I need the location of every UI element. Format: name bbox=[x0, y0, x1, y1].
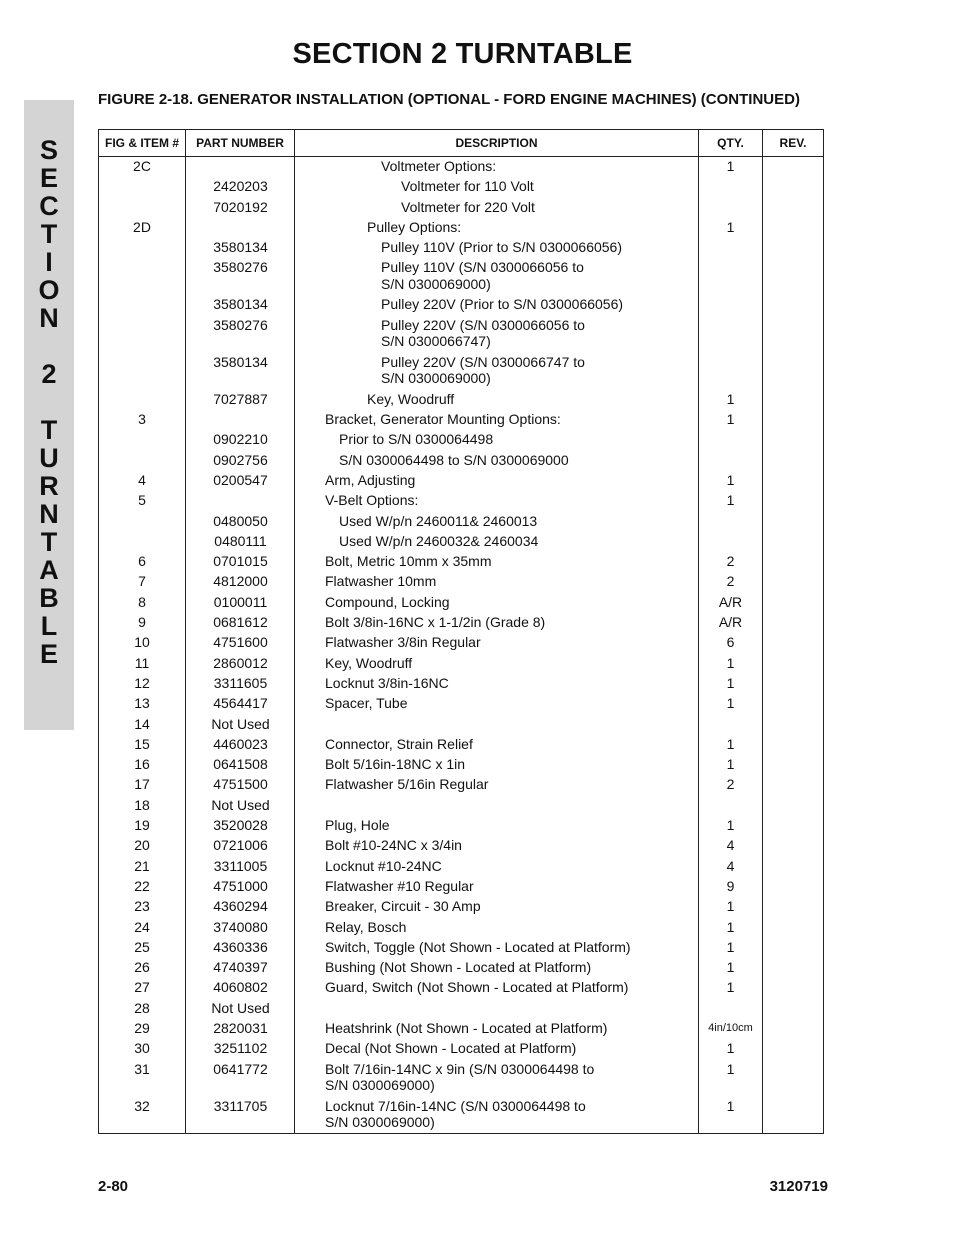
part-number: Not Used bbox=[211, 796, 270, 813]
quantity: 2 bbox=[726, 573, 735, 590]
description bbox=[295, 878, 729, 895]
description-line: Prior to S/N 0300064498 bbox=[339, 431, 494, 448]
description-line: S/N 0300069000) bbox=[381, 275, 491, 292]
description-line: S/N 0300066747) bbox=[381, 333, 491, 350]
part-number: 0641772 bbox=[213, 1060, 268, 1077]
part-number: 2860012 bbox=[213, 654, 268, 671]
header-qty: QTY. bbox=[717, 136, 744, 150]
table-row bbox=[99, 634, 823, 654]
quantity: 1 bbox=[726, 918, 735, 935]
item-number: 22 bbox=[134, 877, 150, 894]
item-number: 2D bbox=[133, 218, 151, 235]
table-row bbox=[99, 391, 823, 411]
table-row bbox=[99, 959, 823, 979]
description bbox=[295, 837, 729, 854]
part-number: 3251102 bbox=[213, 1040, 268, 1057]
table-row bbox=[99, 317, 823, 354]
quantity: 6 bbox=[726, 634, 735, 651]
quantity: 1 bbox=[726, 492, 735, 509]
table-row bbox=[99, 919, 823, 939]
part-number: 2420203 bbox=[213, 178, 268, 195]
quantity: 1 bbox=[726, 218, 735, 235]
part-number: 3740080 bbox=[213, 918, 268, 935]
description-line: Bolt 7/16in-14NC x 9in (S/N 0300064498 to bbox=[325, 1060, 595, 1077]
description bbox=[295, 858, 729, 875]
description-line: S/N 0300069000) bbox=[325, 1077, 435, 1094]
part-number: 0701015 bbox=[213, 553, 268, 570]
description bbox=[295, 1020, 729, 1037]
table-row bbox=[99, 178, 823, 198]
side-tab-letters bbox=[24, 136, 74, 668]
description-line: Pulley 110V (S/N 0300066056 to bbox=[381, 259, 584, 276]
description bbox=[295, 898, 729, 915]
side-tab-letter: I bbox=[45, 247, 53, 277]
description-line: Used W/p/n 2460032& 2460034 bbox=[339, 532, 539, 549]
table-row bbox=[99, 1000, 823, 1020]
description bbox=[295, 817, 729, 834]
table-row bbox=[99, 573, 823, 593]
table-row bbox=[99, 1020, 823, 1040]
description bbox=[295, 1061, 729, 1094]
description-line: Key, Woodruff bbox=[367, 390, 455, 407]
description-line: Flatwasher 10mm bbox=[325, 573, 437, 590]
description bbox=[295, 979, 729, 996]
quantity: 1 bbox=[726, 471, 735, 488]
description-line: Pulley 220V (Prior to S/N 0300066056) bbox=[381, 296, 624, 313]
description bbox=[295, 239, 785, 256]
part-number: 3580134 bbox=[213, 296, 268, 313]
description-line: Plug, Hole bbox=[325, 817, 390, 834]
part-number: 0902756 bbox=[213, 451, 268, 468]
quantity: 1 bbox=[726, 1060, 735, 1077]
item-number: 18 bbox=[134, 796, 150, 813]
part-number: 4740397 bbox=[213, 959, 268, 976]
side-tab-letter: U bbox=[39, 443, 59, 473]
table-row bbox=[99, 695, 823, 715]
table-row bbox=[99, 776, 823, 796]
item-number: 5 bbox=[138, 492, 146, 509]
table-row bbox=[99, 1098, 823, 1135]
description-line: Bolt 3/8in-16NC x 1-1/2in (Grade 8) bbox=[325, 614, 546, 631]
description-line: Connector, Strain Relief bbox=[325, 735, 473, 752]
description-line: Bolt 5/16in-18NC x 1in bbox=[325, 756, 466, 773]
table-row bbox=[99, 411, 823, 431]
description-line: Spacer, Tube bbox=[325, 695, 408, 712]
item-number: 26 bbox=[134, 959, 150, 976]
table-row bbox=[99, 797, 823, 817]
item-number: 15 bbox=[134, 735, 150, 752]
table-row bbox=[99, 452, 823, 472]
table-row bbox=[99, 817, 823, 837]
table-body bbox=[99, 157, 823, 1135]
item-number: 12 bbox=[134, 674, 150, 691]
part-number: 4060802 bbox=[213, 979, 268, 996]
description bbox=[295, 533, 743, 550]
side-tab-letter: O bbox=[38, 275, 60, 305]
quantity: 9 bbox=[726, 877, 735, 894]
quantity: 1 bbox=[726, 979, 735, 996]
part-number: 0681612 bbox=[213, 614, 268, 631]
description bbox=[295, 634, 729, 651]
part-number: 3580276 bbox=[213, 316, 268, 333]
side-tab-letter: L bbox=[40, 611, 58, 641]
description bbox=[295, 354, 785, 387]
table-row bbox=[99, 158, 823, 178]
table-row bbox=[99, 594, 823, 614]
table-row bbox=[99, 553, 823, 573]
item-number: 29 bbox=[134, 1019, 150, 1036]
description bbox=[295, 756, 729, 773]
part-number: 4812000 bbox=[213, 573, 268, 590]
side-tab-letter: E bbox=[39, 163, 58, 193]
part-number: 3311005 bbox=[213, 857, 268, 874]
description-line: V-Belt Options: bbox=[325, 492, 419, 509]
side-tab-letter: B bbox=[39, 583, 59, 613]
part-number: 7027887 bbox=[213, 390, 268, 407]
part-number: 4564417 bbox=[213, 695, 268, 712]
page-number: 2-80 bbox=[98, 1178, 129, 1195]
quantity: 1 bbox=[726, 695, 735, 712]
part-number: 0721006 bbox=[213, 837, 268, 854]
quantity: 1 bbox=[726, 158, 735, 174]
table-row bbox=[99, 939, 823, 959]
figure-title: FIGURE 2-18. GENERATOR INSTALLATION (OPTIONAL - FORD ENGINE MACHINES) (CONTINUED) bbox=[98, 91, 800, 108]
item-number: 14 bbox=[134, 715, 150, 732]
description bbox=[295, 959, 729, 976]
side-tab-letter: T bbox=[40, 415, 58, 445]
description-line: S/N 0300069000) bbox=[325, 1114, 435, 1131]
item-number: 6 bbox=[138, 553, 146, 570]
description-line: S/N 0300069000) bbox=[381, 370, 491, 387]
description-line: Locknut 7/16in-14NC (S/N 0300064498 to bbox=[325, 1097, 586, 1114]
description bbox=[295, 411, 729, 428]
side-tab-letter: R bbox=[39, 471, 59, 501]
description bbox=[295, 736, 729, 753]
quantity: 1 bbox=[726, 674, 735, 691]
description bbox=[295, 431, 743, 448]
description bbox=[295, 452, 743, 469]
description-line: Relay, Bosch bbox=[325, 918, 407, 935]
description bbox=[295, 317, 785, 350]
description-line: Bushing (Not Shown - Located at Platform) bbox=[325, 959, 592, 976]
section-title: SECTION 2 TURNTABLE bbox=[292, 38, 633, 70]
part-number: 0100011 bbox=[213, 593, 268, 610]
quantity: 1 bbox=[726, 756, 735, 773]
description bbox=[295, 655, 729, 672]
item-number: 17 bbox=[134, 776, 150, 793]
description-line: Voltmeter for 110 Volt bbox=[401, 178, 534, 195]
table-row bbox=[99, 675, 823, 695]
part-number: 4360294 bbox=[213, 898, 268, 915]
item-number: 9 bbox=[138, 614, 146, 631]
table-row bbox=[99, 898, 823, 918]
quantity: 1 bbox=[726, 411, 735, 428]
quantity: 4 bbox=[726, 857, 735, 874]
description-line: Pulley Options: bbox=[367, 218, 462, 235]
description bbox=[295, 1098, 729, 1131]
document-number: 3120719 bbox=[769, 1178, 828, 1195]
quantity: 1 bbox=[726, 817, 735, 834]
table-row bbox=[99, 431, 823, 451]
part-number: 0200547 bbox=[213, 471, 268, 488]
table-row bbox=[99, 614, 823, 634]
parts-table bbox=[98, 129, 824, 1134]
table-row bbox=[99, 354, 823, 391]
description-line: Flatwasher #10 Regular bbox=[325, 877, 474, 894]
description-line: Decal (Not Shown - Located at Platform) bbox=[325, 1040, 577, 1057]
description bbox=[295, 1040, 729, 1057]
part-number: 7020192 bbox=[213, 198, 268, 215]
description bbox=[295, 573, 729, 590]
description-line: Bracket, Generator Mounting Options: bbox=[325, 411, 561, 428]
description-line: Bolt #10-24NC x 3/4in bbox=[325, 837, 462, 854]
description-line: Key, Woodruff bbox=[325, 654, 413, 671]
table-row bbox=[99, 858, 823, 878]
quantity: 1 bbox=[726, 1040, 735, 1057]
table-row bbox=[99, 296, 823, 316]
part-number: 4360336 bbox=[213, 938, 268, 955]
table-row bbox=[99, 1061, 823, 1098]
part-number: Not Used bbox=[211, 999, 270, 1016]
part-number: 0480050 bbox=[213, 512, 268, 529]
description bbox=[295, 776, 729, 793]
part-number: 3311605 bbox=[213, 674, 268, 691]
part-number: 0902210 bbox=[213, 431, 268, 448]
item-number: 7 bbox=[138, 573, 146, 590]
part-number: 4751500 bbox=[213, 776, 268, 793]
item-number: 20 bbox=[134, 837, 150, 854]
table-row bbox=[99, 533, 823, 553]
item-number: 2C bbox=[133, 158, 151, 174]
description-line: Flatwasher 3/8in Regular bbox=[325, 634, 481, 651]
description-line: Voltmeter Options: bbox=[381, 158, 497, 174]
item-number: 24 bbox=[134, 918, 150, 935]
item-number: 13 bbox=[134, 695, 150, 712]
side-tab-letter: A bbox=[39, 555, 59, 585]
description-line: Compound, Locking bbox=[325, 593, 450, 610]
quantity: 1 bbox=[726, 959, 735, 976]
side-tab-letter: E bbox=[39, 639, 58, 669]
quantity: A/R bbox=[718, 593, 743, 610]
description bbox=[295, 919, 729, 936]
table-row bbox=[99, 492, 823, 512]
description-line: Breaker, Circuit - 30 Amp bbox=[325, 898, 481, 915]
item-number: 27 bbox=[134, 979, 150, 996]
description bbox=[295, 614, 729, 631]
item-number: 28 bbox=[134, 999, 150, 1016]
quantity: A/R bbox=[718, 614, 743, 631]
description-line: Pulley 110V (Prior to S/N 0300066056) bbox=[381, 239, 622, 256]
part-number: 0641508 bbox=[213, 756, 268, 773]
description bbox=[295, 594, 729, 611]
part-number: 2820031 bbox=[213, 1019, 268, 1036]
description bbox=[295, 553, 729, 570]
description-line: Heatshrink (Not Shown - Located at Platform) bbox=[325, 1019, 608, 1036]
table-row bbox=[99, 878, 823, 898]
part-number: 3580134 bbox=[213, 353, 268, 370]
part-number: 3580134 bbox=[213, 239, 268, 256]
item-number: 31 bbox=[134, 1060, 150, 1077]
quantity: 1 bbox=[726, 735, 735, 752]
item-number: 11 bbox=[134, 654, 150, 671]
description bbox=[295, 259, 785, 292]
header-item: FIG & ITEM # bbox=[104, 136, 179, 150]
table-row bbox=[99, 716, 823, 736]
description-line: Locknut #10-24NC bbox=[325, 857, 442, 874]
table-row bbox=[99, 513, 823, 533]
description bbox=[295, 296, 785, 313]
header-description: DESCRIPTION bbox=[455, 136, 538, 150]
table-row bbox=[99, 979, 823, 999]
part-number: 0480111 bbox=[214, 532, 267, 549]
table-row bbox=[99, 756, 823, 776]
description bbox=[295, 199, 805, 216]
description bbox=[295, 492, 729, 509]
table-row bbox=[99, 259, 823, 296]
side-tab-letter: C bbox=[39, 191, 59, 221]
table-row bbox=[99, 239, 823, 259]
side-tab-letter: N bbox=[39, 303, 59, 333]
part-number: 4751000 bbox=[213, 877, 268, 894]
item-number: 19 bbox=[134, 817, 150, 834]
description-line: Used W/p/n 2460011& 2460013 bbox=[339, 512, 538, 529]
item-number: 4 bbox=[138, 471, 146, 488]
description bbox=[295, 939, 729, 956]
item-number: 23 bbox=[134, 898, 150, 915]
part-number: 4460023 bbox=[213, 735, 268, 752]
table-row bbox=[99, 199, 823, 219]
item-number: 25 bbox=[134, 938, 150, 955]
description-line: S/N 0300064498 to S/N 0300069000 bbox=[339, 451, 569, 468]
quantity: 1 bbox=[726, 654, 735, 671]
part-number: 4751600 bbox=[213, 634, 268, 651]
description-line: Flatwasher 5/16in Regular bbox=[325, 776, 489, 793]
description-line: Locknut 3/8in-16NC bbox=[325, 674, 449, 691]
description bbox=[295, 695, 729, 712]
quantity: 4 bbox=[726, 837, 735, 854]
side-tab-letter: 2 bbox=[41, 359, 57, 389]
quantity: 1 bbox=[726, 390, 735, 407]
item-number: 10 bbox=[134, 634, 150, 651]
side-tab-letter: T bbox=[40, 219, 58, 249]
description-line: Switch, Toggle (Not Shown - Located at Platform) bbox=[325, 938, 631, 955]
description bbox=[295, 675, 729, 692]
side-tab bbox=[24, 100, 74, 730]
quantity: 1 bbox=[726, 1097, 735, 1114]
item-number: 30 bbox=[134, 1040, 150, 1057]
table-row bbox=[99, 837, 823, 857]
item-number: 21 bbox=[134, 857, 150, 874]
description bbox=[295, 472, 729, 489]
item-number: 32 bbox=[134, 1097, 150, 1114]
table-row bbox=[99, 1040, 823, 1060]
quantity: 2 bbox=[726, 553, 735, 570]
header-rev: REV. bbox=[779, 136, 807, 150]
description-line: Voltmeter for 220 Volt bbox=[401, 198, 535, 215]
part-number: 3520028 bbox=[213, 817, 268, 834]
description-line: Pulley 220V (S/N 0300066056 to bbox=[381, 316, 585, 333]
header-part-number: PART NUMBER bbox=[196, 136, 284, 150]
part-number: 3311705 bbox=[213, 1097, 268, 1114]
table-row bbox=[99, 655, 823, 675]
side-tab-letter: T bbox=[40, 527, 58, 557]
side-tab-letter: S bbox=[39, 135, 58, 165]
description-line: Bolt, Metric 10mm x 35mm bbox=[325, 553, 492, 570]
description-line: Pulley 220V (S/N 0300066747 to bbox=[381, 353, 585, 370]
quantity: 1 bbox=[726, 938, 735, 955]
description-line: Guard, Switch (Not Shown - Located at Platform) bbox=[325, 979, 629, 996]
quantity: 2 bbox=[726, 776, 735, 793]
description-line: Arm, Adjusting bbox=[325, 471, 416, 488]
table-row bbox=[99, 219, 823, 239]
table-row bbox=[99, 472, 823, 492]
table-row bbox=[99, 736, 823, 756]
side-tab-letter: N bbox=[39, 499, 59, 529]
item-number: 16 bbox=[134, 756, 150, 773]
description bbox=[295, 178, 805, 195]
item-number: 8 bbox=[138, 593, 146, 610]
part-number: 3580276 bbox=[213, 259, 268, 276]
quantity: 4in/10cm bbox=[708, 1021, 753, 1034]
item-number: 3 bbox=[138, 411, 146, 428]
part-number: Not Used bbox=[211, 715, 270, 732]
description bbox=[295, 513, 743, 530]
quantity: 1 bbox=[726, 898, 735, 915]
